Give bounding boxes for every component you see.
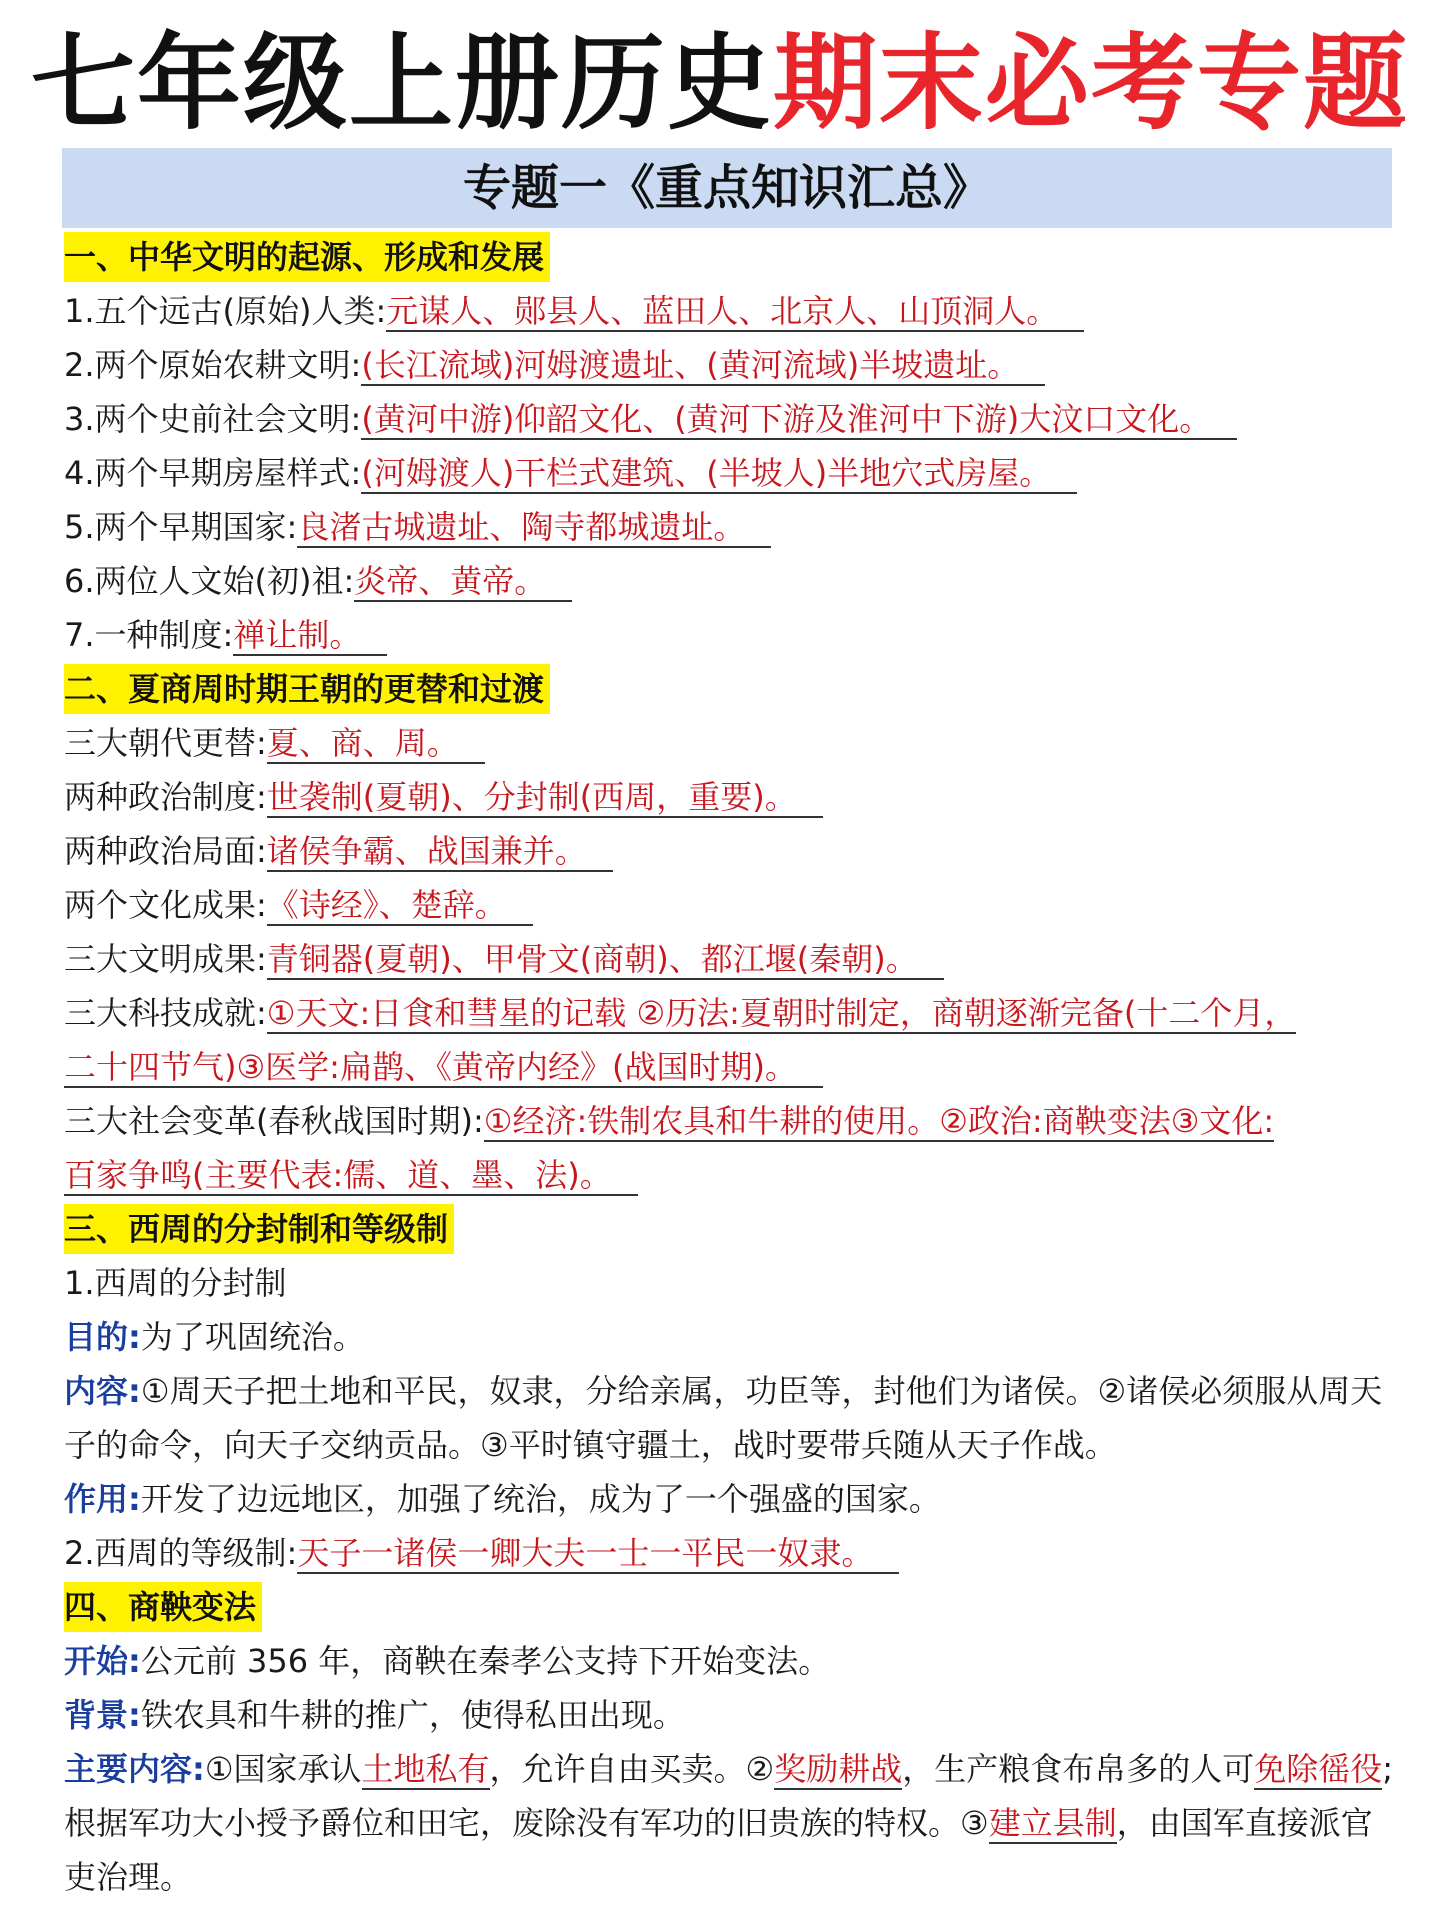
main-text-3: ，生产粮食布帛多的人可 xyxy=(902,1750,1255,1788)
main-title xyxy=(0,18,1440,148)
rank-answer: 天子一诸侯一卿大夫一士一平民一奴隶。 xyxy=(297,1534,899,1574)
item-label: 2.两个原始农耕文明: xyxy=(64,346,362,384)
s1-item-7 xyxy=(64,608,1394,662)
item-answer: 青铜器(夏朝)、甲骨文(商朝)、都江堰(秦朝)。 xyxy=(267,940,944,980)
s3-content xyxy=(64,1364,1394,1472)
s1-item-2 xyxy=(64,338,1394,392)
tech-label: 三大科技成就: xyxy=(64,994,267,1032)
item-label: 7.一种制度: xyxy=(64,616,234,654)
background-text: 铁农具和牛耕的推广，使得私田出现。 xyxy=(140,1696,685,1734)
county-keyword: 建立县制 xyxy=(988,1804,1117,1842)
s2-tech-line-2 xyxy=(64,1040,1394,1094)
s2-item-1 xyxy=(64,716,1394,770)
item-answer: 世袭制(夏朝)、分封制(西周，重要)。 xyxy=(267,778,823,818)
s2-item-2 xyxy=(64,770,1394,824)
reward-keyword: 奖励耕战 xyxy=(774,1750,903,1788)
item-label: 两种政治制度: xyxy=(64,778,267,816)
s1-item-3 xyxy=(64,392,1394,446)
start-text: 公元前 356 年，商鞅在秦孝公支持下开始变法。 xyxy=(140,1642,831,1680)
reform-label: 三大社会变革(春秋战国时期): xyxy=(64,1102,484,1140)
section-1-heading-line xyxy=(64,230,1394,284)
reform-answer-2: 百家争鸣(主要代表:儒、道、墨、法)。 xyxy=(64,1156,638,1196)
effect-text: 开发了边远地区，加强了统治，成为了一个强盛的国家。 xyxy=(140,1480,941,1518)
item-label: 6.两位人文始(初)祖: xyxy=(64,562,355,600)
item-answer: (黄河中游)仰韶文化、(黄河下游及淮河中下游)大汶口文化。 xyxy=(361,400,1237,440)
item-label: 三大文明成果: xyxy=(64,940,267,978)
item-label: 两种政治局面: xyxy=(64,832,267,870)
section-2-heading: 二、夏商周时期王朝的更替和过渡 xyxy=(64,664,550,714)
content-text: ①周天子把土地和平民，奴隶，分给亲属，功臣等，封他们为诸侯。②诸侯必须服从周天子的命令，向天子交纳贡品。③平时镇守疆土，战时要带兵随从天子作战。 xyxy=(64,1372,1383,1464)
main-content-label: 主要内容: xyxy=(64,1750,205,1788)
reform-answer-1: ①经济:铁制农具和牛耕的使用。②政治:商鞅变法③文化: xyxy=(483,1102,1275,1140)
section-4-heading-line xyxy=(64,1580,1394,1634)
item-answer: 炎帝、黄帝。 xyxy=(354,562,572,602)
tech-answer-1: ①天文:日食和彗星的记载 ②历法:夏朝时制定，商朝逐渐完备(十二个月， xyxy=(266,994,1297,1032)
item-answer: 禅让制。 xyxy=(233,616,387,656)
s2-reform-line-1 xyxy=(64,1094,1394,1148)
purpose-label: 目的: xyxy=(64,1318,141,1356)
item-answer: (河姆渡人)干栏式建筑、(半坡人)半地穴式房屋。 xyxy=(361,454,1077,494)
purpose-text: 为了巩固统治。 xyxy=(140,1318,365,1356)
land-private-keyword: 土地私有 xyxy=(361,1750,490,1788)
item-label: 5.两个早期国家: xyxy=(64,508,298,546)
section-4-heading: 四、商鞅变法 xyxy=(64,1582,262,1632)
start-label: 开始: xyxy=(64,1642,141,1680)
s4-background xyxy=(64,1688,1394,1742)
s2-item-4 xyxy=(64,878,1394,932)
main-text-1: ①国家承认 xyxy=(204,1750,362,1788)
main-text-4: ;根据军功大小授予爵位和田宅，废除没有军功的旧贵族的特权。③ xyxy=(64,1750,1394,1842)
content xyxy=(64,230,1394,1904)
background-label: 背景: xyxy=(64,1696,141,1734)
main-text-2: ，允许自由买卖。② xyxy=(489,1750,775,1788)
item-label: 三大朝代更替: xyxy=(64,724,267,762)
s3-sub-1: 1.西周的分封制 xyxy=(64,1264,287,1302)
s2-tech-line-1 xyxy=(64,986,1394,1040)
topic-banner: 专题一《重点知识汇总》 xyxy=(62,148,1392,228)
item-answer: 元谋人、郧县人、蓝田人、北京人、山顶洞人。 xyxy=(386,292,1084,332)
item-answer: 《诗经》、楚辞。 xyxy=(267,886,533,926)
s1-item-1 xyxy=(64,284,1394,338)
exempt-keyword: 免除徭役 xyxy=(1254,1750,1383,1788)
content-label: 内容: xyxy=(64,1372,141,1410)
s1-item-4 xyxy=(64,446,1394,500)
item-answer: (长江流域)河姆渡遗址、(黄河流域)半坡遗址。 xyxy=(361,346,1045,386)
s2-item-5 xyxy=(64,932,1394,986)
s4-start xyxy=(64,1634,1394,1688)
s2-item-3 xyxy=(64,824,1394,878)
section-2-heading-line xyxy=(64,662,1394,716)
s4-main-content xyxy=(64,1742,1394,1904)
main-title-red: 期末必考专题 xyxy=(773,22,1410,144)
main-text-5: ，由国军直接派官吏治理。 xyxy=(64,1804,1373,1896)
section-1-heading: 一、中华文明的起源、形成和发展 xyxy=(64,232,550,282)
main-title-black: 七年级上册历史 xyxy=(30,22,773,144)
s3-effect xyxy=(64,1472,1394,1526)
item-label: 1.五个远古(原始)人类: xyxy=(64,292,387,330)
item-label: 3.两个史前社会文明: xyxy=(64,400,362,438)
item-answer: 诸侯争霸、战国兼并。 xyxy=(267,832,613,872)
s1-item-5 xyxy=(64,500,1394,554)
s3-purpose xyxy=(64,1310,1394,1364)
s3-rank xyxy=(64,1526,1394,1580)
item-label: 两个文化成果: xyxy=(64,886,267,924)
section-3-heading-line xyxy=(64,1202,1394,1256)
s2-reform-line-2 xyxy=(64,1148,1394,1202)
effect-label: 作用: xyxy=(64,1480,141,1518)
item-answer: 夏、商、周。 xyxy=(267,724,485,764)
rank-label: 2.西周的等级制: xyxy=(64,1534,298,1572)
tech-answer-2: 二十四节气)③医学:扁鹊、《黄帝内经》(战国时期)。 xyxy=(64,1048,823,1088)
item-answer: 良渚古城遗址、陶寺都城遗址。 xyxy=(297,508,771,548)
item-label: 4.两个早期房屋样式: xyxy=(64,454,362,492)
s1-item-6 xyxy=(64,554,1394,608)
section-3-heading: 三、西周的分封制和等级制 xyxy=(64,1204,454,1254)
